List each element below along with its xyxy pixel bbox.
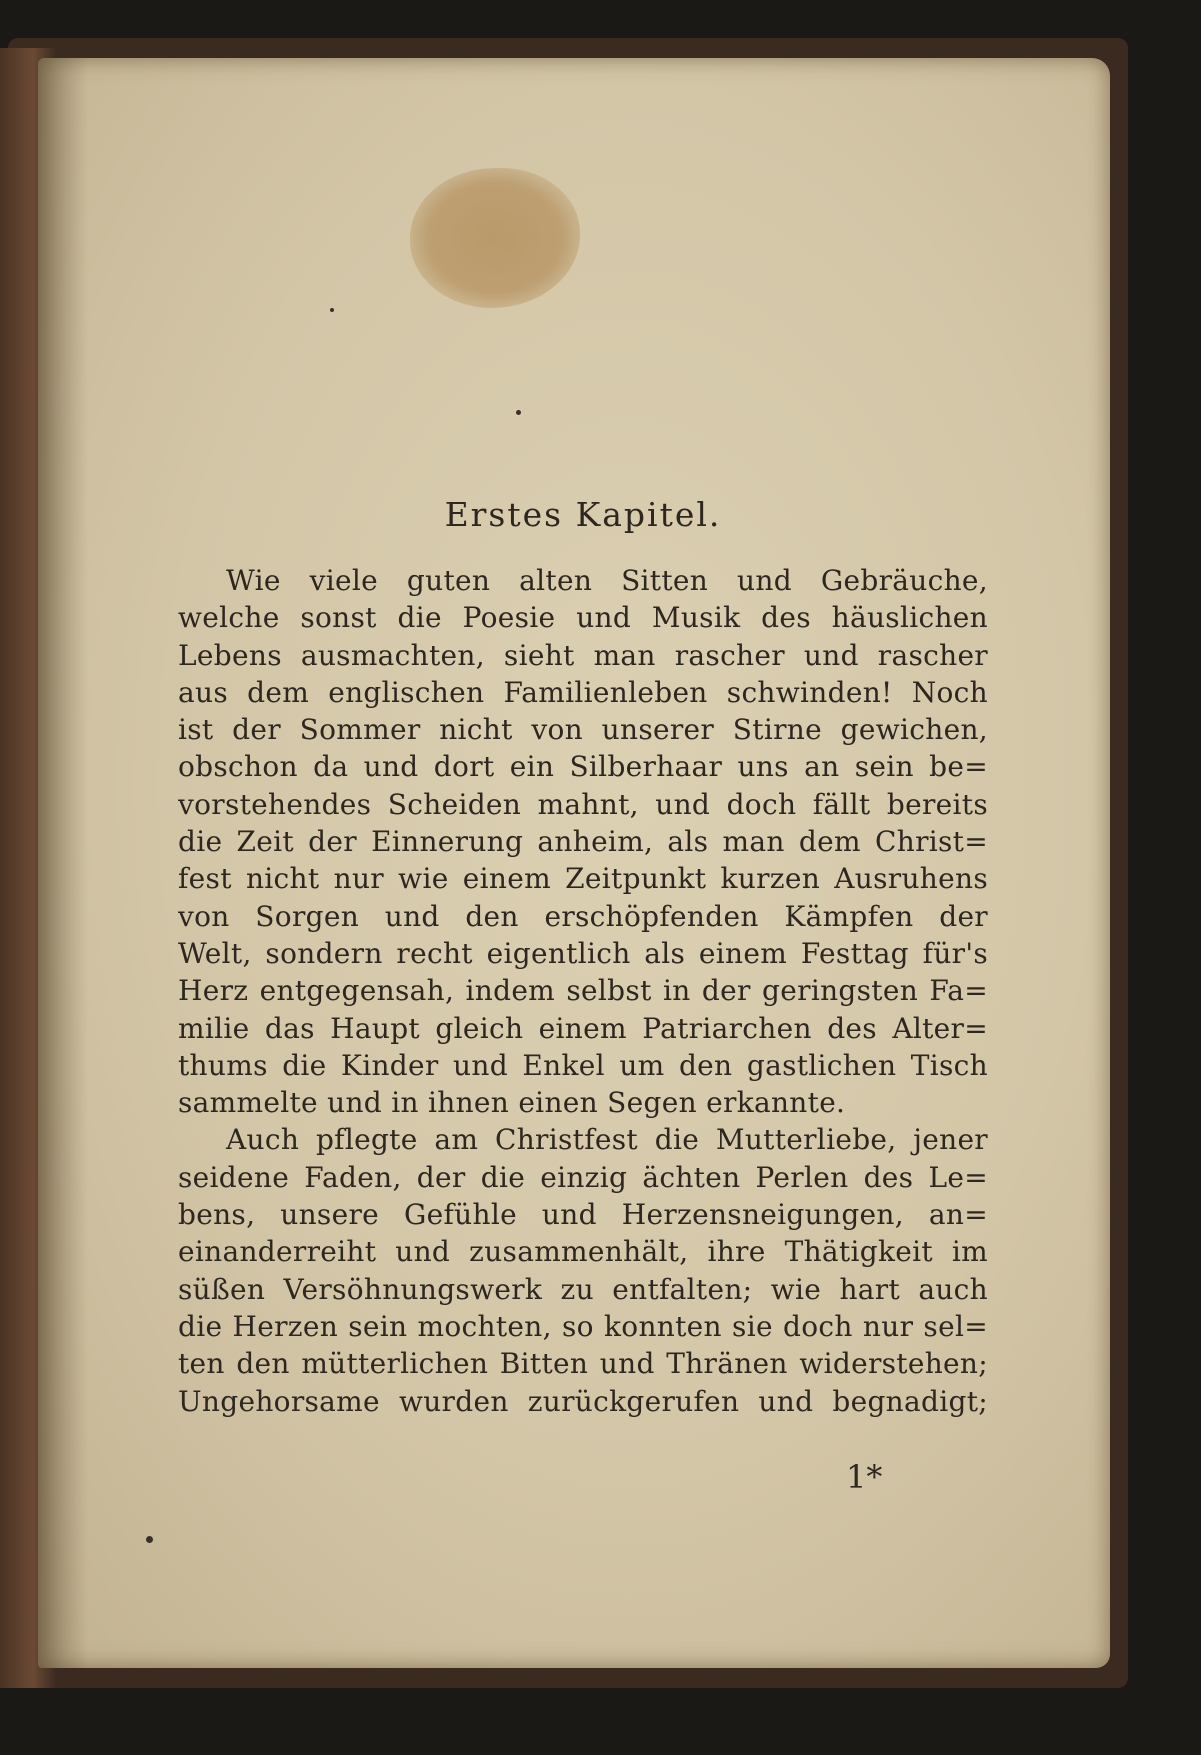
text-line: ist der Sommer nicht von unserer Stirne gewichen, (178, 713, 988, 747)
page-gutter-shadow (38, 58, 88, 1668)
text-line: Herz entgegensah, indem selbst in der geringsten Fa= (178, 974, 988, 1008)
text-line: die Herzen sein mochten, so konnten sie doch nur sel= (178, 1309, 988, 1343)
ink-speck (146, 1536, 153, 1543)
text-line: obschon da und dort ein Silberhaar uns an sein be= (178, 750, 988, 784)
text-line: fest nicht nur wie einem Zeitpunkt kurzen Ausruhens (178, 862, 988, 896)
ink-speck (516, 410, 521, 415)
text-line: bens, unsere Gefühle und Herzensneigungen, an= (178, 1198, 988, 1232)
text-line: Lebens ausmachten, sieht man rascher und rascher (178, 638, 988, 672)
text-line: welche sonst die Poesie und Musik des häuslichen (178, 601, 988, 635)
text-line: süßen Versöhnungswerk zu entfalten; wie hart auch (178, 1272, 988, 1306)
ink-speck (330, 308, 334, 312)
text-line: Auch pflegte am Christfest die Mutterliebe, jener (226, 1123, 988, 1157)
text-line: sammelte und in ihnen einen Segen erkannte. (178, 1086, 846, 1120)
paragraph-1 (178, 562, 988, 1121)
paragraph-2 (178, 1121, 988, 1419)
text-line: von Sorgen und den erschöpfenden Kämpfen der (178, 899, 988, 933)
chapter-heading: Erstes Kapitel. (444, 495, 722, 534)
text-line: Welt, sondern recht eigentlich als einem Festtag für's (178, 936, 988, 970)
text-line: Wie viele guten alten Sitten und Gebräuche, (226, 564, 988, 597)
text-line: thums die Kinder und Enkel um den gastlichen Tisch (178, 1048, 988, 1082)
text-line: die Zeit der Einnerung anheim, als man dem Christ= (178, 825, 988, 859)
text-line: seidene Faden, der die einzig ächten Perlen des Le= (178, 1160, 988, 1194)
text-line: aus dem englischen Familienleben schwinden! Noch (178, 675, 988, 709)
text-line: ten den mütterlichen Bitten und Thränen widerstehen; (178, 1347, 988, 1381)
page-number: 1* (846, 1458, 883, 1496)
text-line: vorstehendes Scheiden mahnt, und doch fällt bereits (178, 787, 988, 821)
text-line: milie das Haupt gleich einem Patriarchen des Alter= (178, 1011, 988, 1045)
page-text (178, 495, 988, 1420)
text-line: einanderreiht und zusammenhält, ihre Thätigkeit im (178, 1235, 988, 1269)
text-line: Ungehorsame wurden zurückgerufen und begnadigt; (178, 1384, 988, 1418)
